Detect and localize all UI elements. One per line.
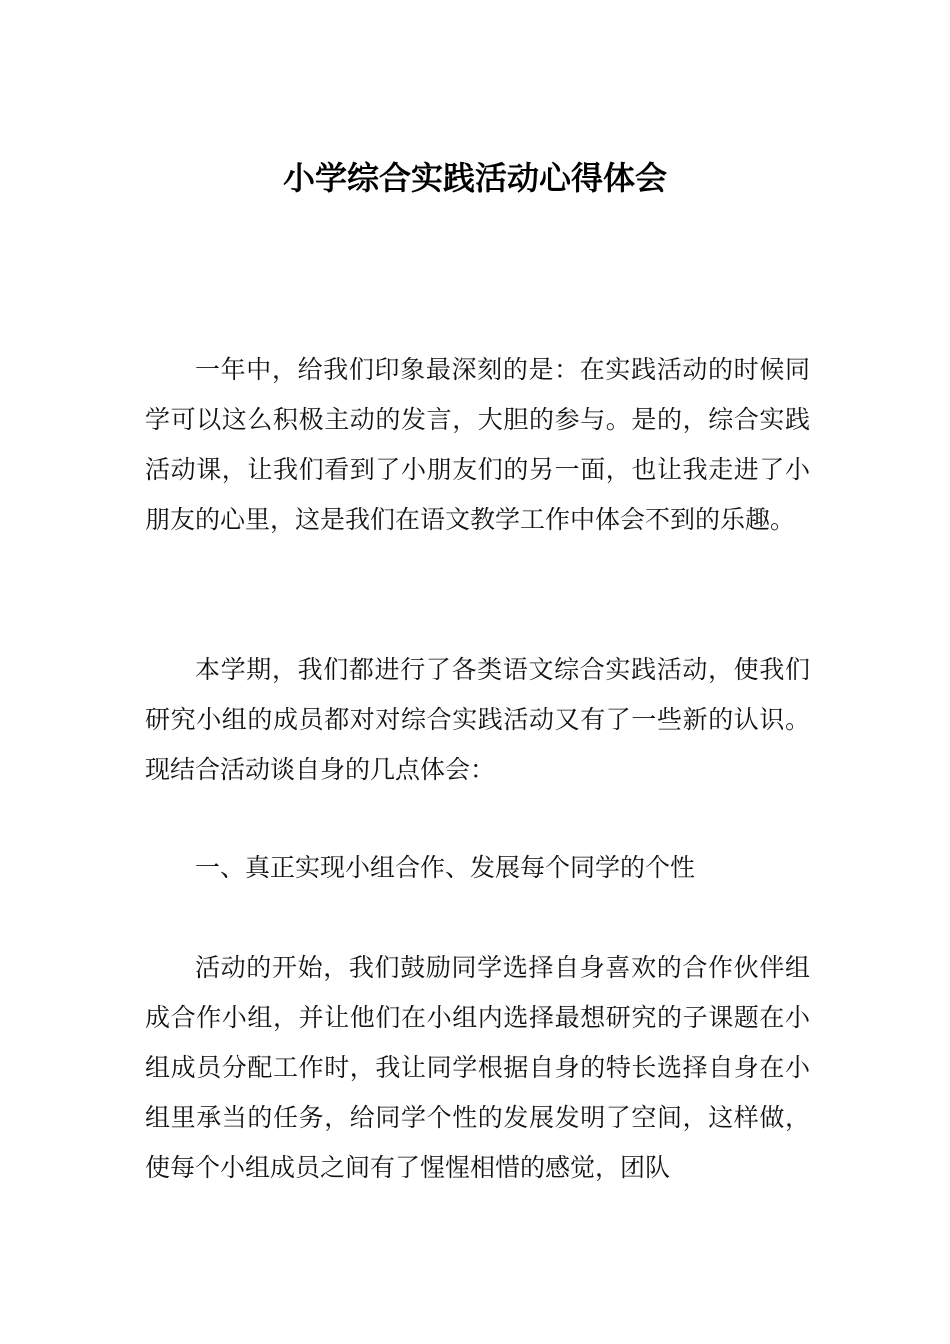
paragraph-2 <box>145 645 810 795</box>
paragraph-1 <box>145 345 810 545</box>
section-heading-1 <box>145 843 810 893</box>
paragraph-3 <box>145 943 810 1193</box>
paragraph-text: 一年中，给我们印象最深刻的是：在实践活动的时候同学可以这么积极主动的发言，大胆的参与。是的，综合实践活动课，让我们看到了小朋友们的另一面，也让我走进了小朋友的心里，这是我们在语文教学工作中体会不到的乐趣。 <box>145 355 810 534</box>
paragraph-text: 活动的开始，我们鼓励同学选择自身喜欢的合作伙伴组成合作小组，并让他们在小组内选择最想研究的子课题在小组成员分配工作时，我让同学根据自身的特长选择自身在小组里承当的任务，给同学个性的发展发明了空间，这样做，使每个小组成员之间有了惺惺相惜的感觉，团队 <box>145 953 810 1182</box>
page-title: 小学综合实践活动心得体会 <box>282 159 667 197</box>
paragraph-text: 本学期，我们都进行了各类语文综合实践活动，使我们研究小组的成员都对对综合实践活动又有了一些新的认识。现结合活动谈自身的几点体会： <box>145 655 810 784</box>
section-heading-text: 一、真正实现小组合作、发展每个同学的个性 <box>195 853 696 882</box>
